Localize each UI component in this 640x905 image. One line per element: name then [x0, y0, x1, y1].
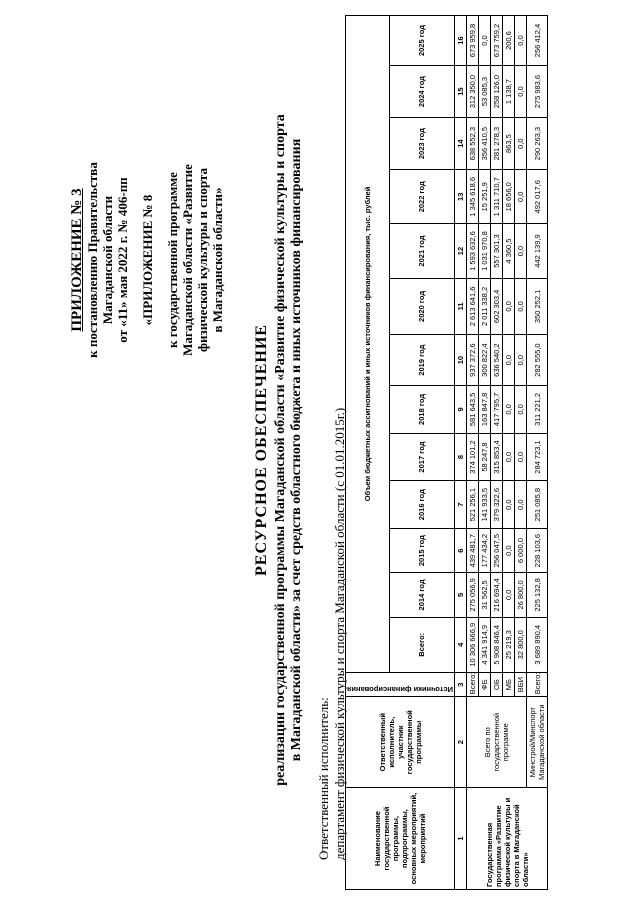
header-year: 2025 год: [389, 16, 454, 66]
column-number-row: [455, 16, 467, 890]
value-cell: 1 345 618,6: [467, 170, 479, 224]
value-cell: 2 011 338,2: [479, 278, 491, 334]
source-cell: ФБ: [479, 672, 491, 696]
value-cell: 4 360,5: [503, 224, 515, 278]
header-year: 2014 год: [389, 573, 454, 617]
value-cell: 300 822,4: [479, 335, 491, 386]
value-cell: 3 689 890,4: [527, 617, 548, 672]
value-cell: 1 031 970,8: [479, 224, 491, 278]
value-cell: 26 800,0: [515, 573, 527, 617]
value-cell: 636 540,2: [491, 335, 503, 386]
header-line: от «11» мая 2022 г. № 406-пп: [115, 177, 130, 343]
value-cell: 0,0: [515, 433, 527, 481]
header-year: 2020 год: [389, 278, 454, 334]
appendix-number: ПРИЛОЖЕНИЕ № 3: [69, 188, 85, 332]
value-cell: 937 372,6: [467, 335, 479, 386]
header-source: [346, 672, 455, 696]
column-number: 11: [455, 278, 467, 334]
value-cell: 311 221,2: [527, 386, 548, 434]
value-cell: 0,0: [515, 170, 527, 224]
header-year: 2017 год: [389, 433, 454, 481]
header-line: Магаданской области «Развитие: [180, 164, 195, 356]
column-number: 12: [455, 224, 467, 278]
value-cell: 0,0: [503, 335, 515, 386]
value-cell: 275 056,9: [467, 573, 479, 617]
header-year: 2018 год: [389, 386, 454, 434]
value-cell: 256 047,5: [491, 528, 503, 572]
header-line: к государственной программе: [165, 172, 180, 348]
header-executor: Ответственный исполнитель, участник государственной программы: [346, 697, 455, 788]
responsible-executor: [316, 408, 348, 860]
value-cell: 25 219,3: [503, 617, 515, 672]
value-cell: 0,0: [503, 433, 515, 481]
value-cell: 557 301,3: [491, 224, 503, 278]
value-cell: 638 552,3: [467, 118, 479, 170]
resource-table: [345, 15, 548, 890]
header-year: 2019 год: [389, 335, 454, 386]
value-cell: 163 847,8: [479, 386, 491, 434]
executor-total-cell: Всего по государственной программе: [467, 697, 527, 788]
source-cell: МБ: [503, 672, 515, 696]
value-cell: 312 350,0: [467, 66, 479, 118]
column-number: 16: [455, 16, 467, 66]
value-cell: 290 263,3: [527, 118, 548, 170]
value-cell: 0,0: [503, 528, 515, 572]
value-cell: 0,0: [503, 278, 515, 334]
header-source-text: Источники финансирования: [347, 685, 454, 695]
value-cell: 282 555,0: [527, 335, 548, 386]
value-cell: 673 959,8: [467, 16, 479, 66]
subtitle-line: реализации государственной программы Магаданской области «Развитие физической культуры и спорта: [273, 114, 288, 786]
value-cell: 177 434,2: [479, 528, 491, 572]
value-cell: 0,0: [515, 278, 527, 334]
value-cell: 602 303,4: [491, 278, 503, 334]
value-cell: 0,0: [515, 16, 527, 66]
column-number: 14: [455, 118, 467, 170]
source-cell: Всего:: [527, 672, 548, 696]
header-line: Магаданской области: [100, 195, 115, 325]
value-cell: 200,6: [503, 16, 515, 66]
subtitle-line: в Магаданской области» за счет средств областного бюджета и иных источников финансирования: [289, 138, 304, 762]
column-number: 4: [455, 617, 467, 672]
header-year: 2023 год: [389, 118, 454, 170]
value-cell: 5 908 846,4: [491, 617, 503, 672]
column-number: 10: [455, 335, 467, 386]
table-row: [467, 16, 479, 890]
value-cell: 863,5: [503, 118, 515, 170]
header-line: «ПРИЛОЖЕНИЕ № 8: [140, 194, 155, 326]
value-cell: 356 410,5: [479, 118, 491, 170]
value-cell: 439 481,7: [467, 528, 479, 572]
value-cell: 4 341 914,9: [479, 617, 491, 672]
value-cell: 2 613 641,6: [467, 278, 479, 334]
header-year: 2022 год: [389, 170, 454, 224]
value-cell: 379 322,6: [491, 481, 503, 529]
value-cell: 10 306 666,9: [467, 617, 479, 672]
value-cell: 1 593 632,6: [467, 224, 479, 278]
value-cell: 141 933,5: [479, 481, 491, 529]
header-total: Всего:: [389, 617, 454, 672]
value-cell: 0,0: [515, 224, 527, 278]
column-number: 15: [455, 66, 467, 118]
value-cell: 256 412,4: [527, 16, 548, 66]
header-volume: Объем бюджетных ассигнований и иных источников финансирования, тыс. рублей: [346, 16, 390, 673]
value-cell: 0,0: [515, 335, 527, 386]
header-year: 2021 год: [389, 224, 454, 278]
value-cell: 0,0: [503, 386, 515, 434]
header-line: физической культуры и спорта: [195, 168, 210, 352]
appendix-header: [70, 25, 225, 495]
value-cell: 275 983,6: [527, 66, 548, 118]
document-title: РЕСУРСНОЕ ОБЕСПЕЧЕНИЕ: [253, 324, 270, 576]
value-cell: 0,0: [479, 16, 491, 66]
column-number: 5: [455, 573, 467, 617]
value-cell: 581 643,5: [467, 386, 479, 434]
source-cell: Всего:: [467, 672, 479, 696]
value-cell: 315 853,4: [491, 433, 503, 481]
value-cell: 15 251,9: [479, 170, 491, 224]
header-line: в Магаданской области»: [210, 187, 225, 333]
value-cell: 1 311 710,7: [491, 170, 503, 224]
value-cell: 58 247,8: [479, 433, 491, 481]
value-cell: 442 139,9: [527, 224, 548, 278]
table-row: [527, 16, 548, 890]
responsible-label: Ответственный исполнитель:: [316, 697, 331, 860]
header-year: 2015 год: [389, 528, 454, 572]
column-number: 9: [455, 386, 467, 434]
source-cell: ОБ: [491, 672, 503, 696]
value-cell: 228 103,6: [527, 528, 548, 572]
source-cell: ВБИ: [515, 672, 527, 696]
value-cell: 492 017,6: [527, 170, 548, 224]
value-cell: 216 694,4: [491, 573, 503, 617]
value-cell: 284 723,1: [527, 433, 548, 481]
header-line: к постановлению Правительства: [85, 162, 100, 358]
value-cell: 53 085,3: [479, 66, 491, 118]
column-number: 1: [455, 788, 467, 890]
value-cell: 281 278,3: [491, 118, 503, 170]
column-number: 6: [455, 528, 467, 572]
header-program-name: Наименование государственной программы, подпрограммы, основных мероприятий, мероприятий: [346, 788, 455, 890]
value-cell: 18 656,0: [503, 170, 515, 224]
value-cell: 1 138,7: [503, 66, 515, 118]
value-cell: 0,0: [515, 66, 527, 118]
value-cell: 417 795,7: [491, 386, 503, 434]
column-number: 13: [455, 170, 467, 224]
value-cell: 251 085,8: [527, 481, 548, 529]
value-cell: 0,0: [515, 118, 527, 170]
value-cell: 225 132,8: [527, 573, 548, 617]
value-cell: 6 000,0: [515, 528, 527, 572]
header-year: 2016 год: [389, 481, 454, 529]
executor-minstroy-cell: Минстрой/Минспорт Магаданской области: [527, 697, 548, 788]
column-number: 8: [455, 433, 467, 481]
value-cell: 0,0: [503, 481, 515, 529]
column-number: 7: [455, 481, 467, 529]
header-year: 2024 год: [389, 66, 454, 118]
value-cell: 31 562,5: [479, 573, 491, 617]
program-name-cell: Государственная программа «Развитие физической культуры и спорта в Магаданской области»: [467, 788, 548, 890]
value-cell: 521 256,1: [467, 481, 479, 529]
value-cell: 32 800,0: [515, 617, 527, 672]
value-cell: 673 759,2: [491, 16, 503, 66]
value-cell: 0,0: [515, 481, 527, 529]
value-cell: 374 101,2: [467, 433, 479, 481]
column-number: 2: [455, 697, 467, 788]
value-cell: 0,0: [503, 573, 515, 617]
document-subtitle: [273, 35, 305, 865]
value-cell: 0,0: [515, 386, 527, 434]
column-number: 3: [455, 672, 467, 696]
value-cell: 350 252,1: [527, 278, 548, 334]
responsible-name: департамент физической культуры и спорта Магаданской области (с 01.01.2015г.): [332, 407, 347, 860]
value-cell: 258 126,0: [491, 66, 503, 118]
